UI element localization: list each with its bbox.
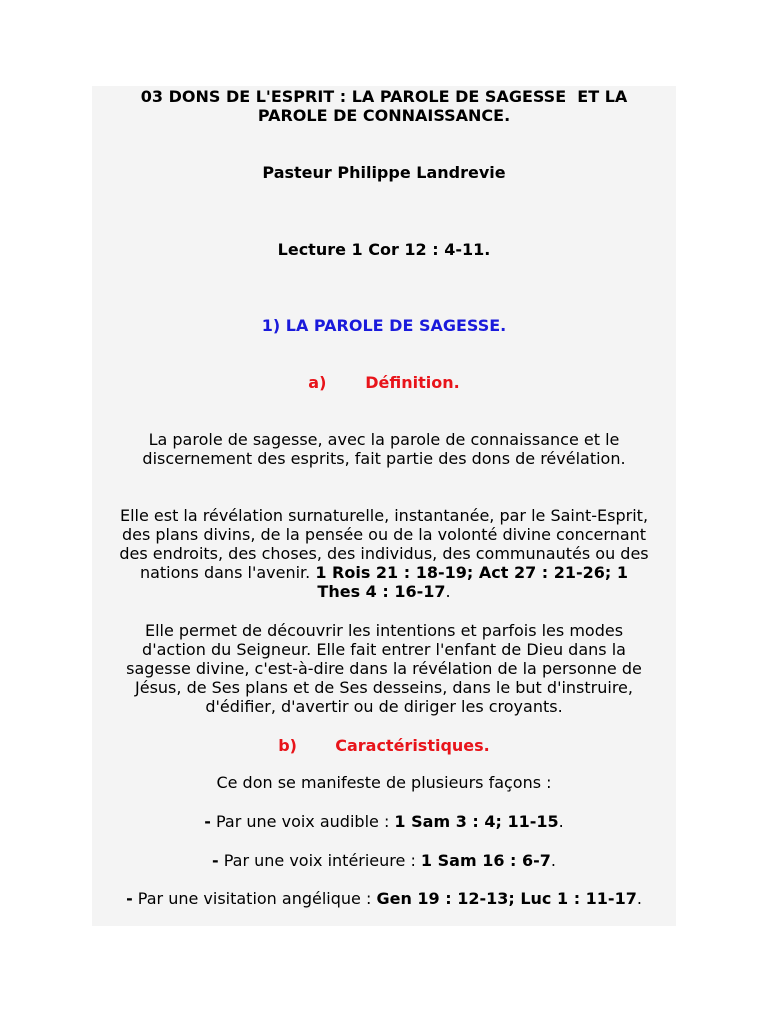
list-item [92,851,676,870]
document-page [92,86,676,926]
paragraph-line: d'édifier, d'avertir ou de diriger les croyants. [205,697,563,716]
scripture-reference: Gen 19 : 12-13; Luc 1 : 11-17 [376,889,637,908]
paragraph-line: discernement des esprits, fait partie des dons de révélation. [142,449,626,468]
list-end: . [550,851,556,870]
paragraph-text: . [445,582,451,601]
paragraph-line [92,563,676,582]
list-item [92,889,676,908]
paragraph-3 [92,621,676,716]
paragraph-line [92,582,676,601]
paragraph-4: Ce don se manifeste de plusieurs façons : [216,773,552,792]
reading-reference: Lecture 1 Cor 12 : 4-11. [277,240,491,259]
subsection-title: Définition. [365,373,460,392]
section-heading: 1) LA PAROLE DE SAGESSE. [261,316,507,335]
list-text: Par une voix audible : [210,812,395,831]
paragraph-line: Elle est la révélation surnaturelle, instantanée, par le Saint-Esprit, [119,506,649,525]
list-dash: - [126,889,133,908]
subsection-definition [92,373,676,392]
list-text: Par une voix intérieure : [218,851,421,870]
subsection-title: Caractéristiques. [335,736,490,755]
paragraph-line: des plans divins, de la pensée ou de la volonté divine concernant [121,525,647,544]
paragraph-text: nations dans l'avenir. [139,563,316,582]
subsection-label: b) [278,736,297,755]
title-line-2: PAROLE DE CONNAISSANCE. [257,106,511,125]
list-end: . [558,812,564,831]
paragraph-line: des endroits, des choses, des individus, des communautés ou des [119,544,649,563]
subsection-label: a) [308,373,327,392]
list-item [92,812,676,831]
scripture-reference: 1 Sam 16 : 6-7 [420,851,551,870]
paragraph-line: Elle permet de découvrir les intentions et parfois les modes [144,621,624,640]
subsection-characteristics [92,736,676,755]
paragraph-line: Jésus, de Ses plans et de Ses desseins, dans le but d'instruire, [135,678,633,697]
paragraph-line: La parole de sagesse, avec la parole de connaissance et le [148,430,620,449]
paragraph-2 [92,506,676,601]
paragraph-line: sagesse divine, c'est-à-dire dans la révélation de la personne de [126,659,642,678]
author-name: Pasteur Philippe Landrevie [262,163,506,182]
scripture-reference: Thes 4 : 16-17 [317,582,446,601]
paragraph-1 [92,430,676,468]
list-dash: - [204,812,211,831]
list-dash: - [211,851,219,870]
list-end: . [636,889,642,908]
paragraph-line: d'action du Seigneur. Elle fait entrer l'enfant de Dieu dans la [142,640,626,659]
list-text: Par une visitation angélique : [132,889,377,908]
document-title [92,87,676,125]
scripture-reference: 1 Rois 21 : 18-19; Act 27 : 21-26; 1 [315,563,629,582]
title-line-1: 03 DONS DE L'ESPRIT : LA PAROLE DE SAGESSE ET LA [140,87,628,106]
scripture-reference: 1 Sam 3 : 4; 11-15 [394,812,559,831]
